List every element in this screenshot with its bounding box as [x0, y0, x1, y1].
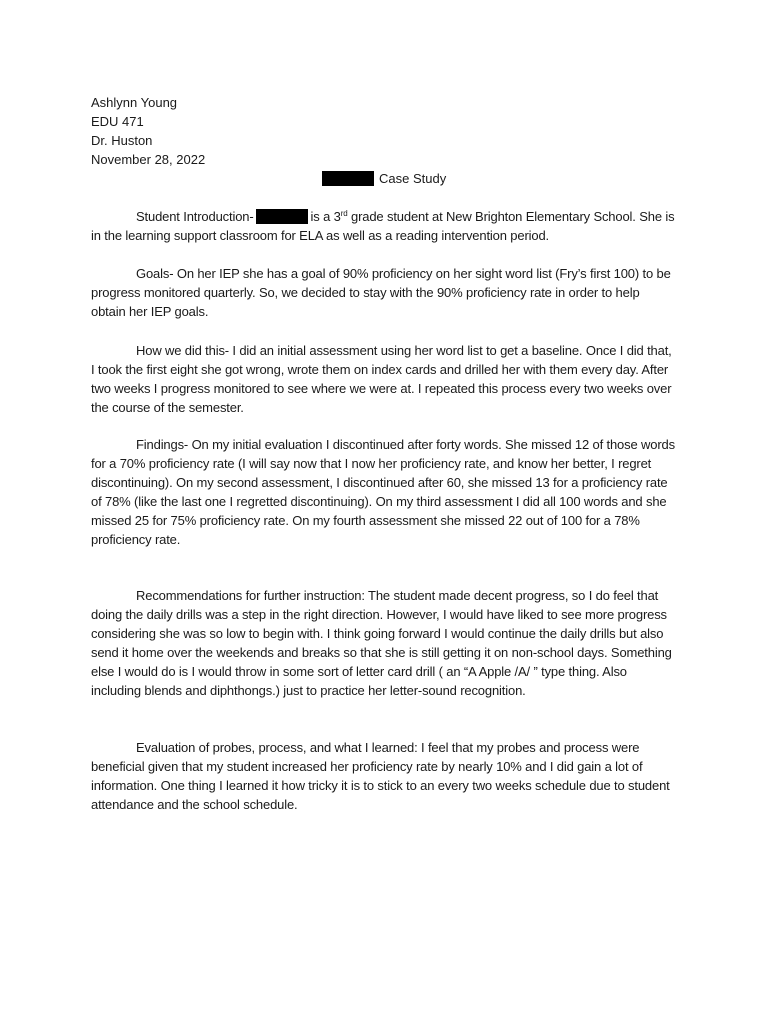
- intro-rest: grade student at New Brighton Elementary School. She is in the learning support classroom for ELA as well as a reading intervention period.: [91, 209, 675, 243]
- author-name: Ashlynn Young: [91, 95, 178, 110]
- how-text: How we did this- I did an initial assessment using her word list to get a baseline. Once I did that, I took the first eight she got wrong, wrote them on index cards and drilled her with them every day. After two weeks I progress monitored to see where we were at. I repeated this process every two weeks over the course of the semester.: [91, 343, 672, 415]
- instructor-name: Dr. Huston: [91, 133, 153, 148]
- evaluation-text: Evaluation of probes, process, and what I learned: I feel that my probes and process were beneficial given that my student increased her proficiency rate by nearly 10% and I did gain a lot of information. One thing I learned it how tricky it is to stick to an every two weeks schedule due to student attendance and the school schedule.: [91, 740, 670, 812]
- intro-lead: Student Introduction-: [136, 209, 254, 224]
- paragraph-findings: [91, 435, 677, 549]
- paragraph-goals: [91, 264, 677, 321]
- paragraph-recommendations: [91, 586, 677, 700]
- document-date: November 28, 2022: [91, 152, 206, 167]
- paragraph-how: [91, 341, 677, 417]
- title-text: Case Study: [379, 171, 447, 186]
- redaction-box: [256, 209, 308, 224]
- paragraph-evaluation: [91, 738, 677, 814]
- intro-after-redaction: is a 3: [310, 209, 341, 224]
- paragraph-introduction: [91, 207, 677, 245]
- redaction-box: [322, 171, 374, 186]
- document-title: [322, 169, 446, 188]
- findings-text: Findings- On my initial evaluation I discontinued after forty words. She missed 12 of those words for a 70% proficiency rate (I will say now that I now her proficiency rate, and know her better, I regret discontinuing). On my second assessment, I discontinued after 60, she missed 13 for a proficiency rate of 78% (like the last one I regretted discontinuing). On my third assessment I did all 100 words and she missed 25 for 75% proficiency rate. On my fourth assessment she missed 22 out of 100 for a 78% proficiency rate.: [91, 437, 675, 547]
- ordinal-suffix: rd: [340, 209, 348, 218]
- course-code: EDU 471: [91, 114, 144, 129]
- recommendations-text: Recommendations for further instruction: The student made decent progress, so I do feel that doing the daily drills was a step in the right direction. However, I would have liked to see more progress considering she was so low to begin with. I think going forward I would continue the daily drills but also send it home over the weekends and breaks so that she is still getting it on non-school days. Something else I would do is I would throw in some sort of letter card drill ( an “A Apple /A/ ” type thing. Also including blends and diphthongs.) just to practice her letter-sound recognition.: [91, 588, 672, 698]
- document-header: [91, 93, 205, 169]
- goals-text: Goals- On her IEP she has a goal of 90% proficiency on her sight word list (Fry’s first 100) to be progress monitored quarterly. So, we decided to stay with the 90% proficiency rate in order to help obtain her IEP goals.: [91, 266, 671, 319]
